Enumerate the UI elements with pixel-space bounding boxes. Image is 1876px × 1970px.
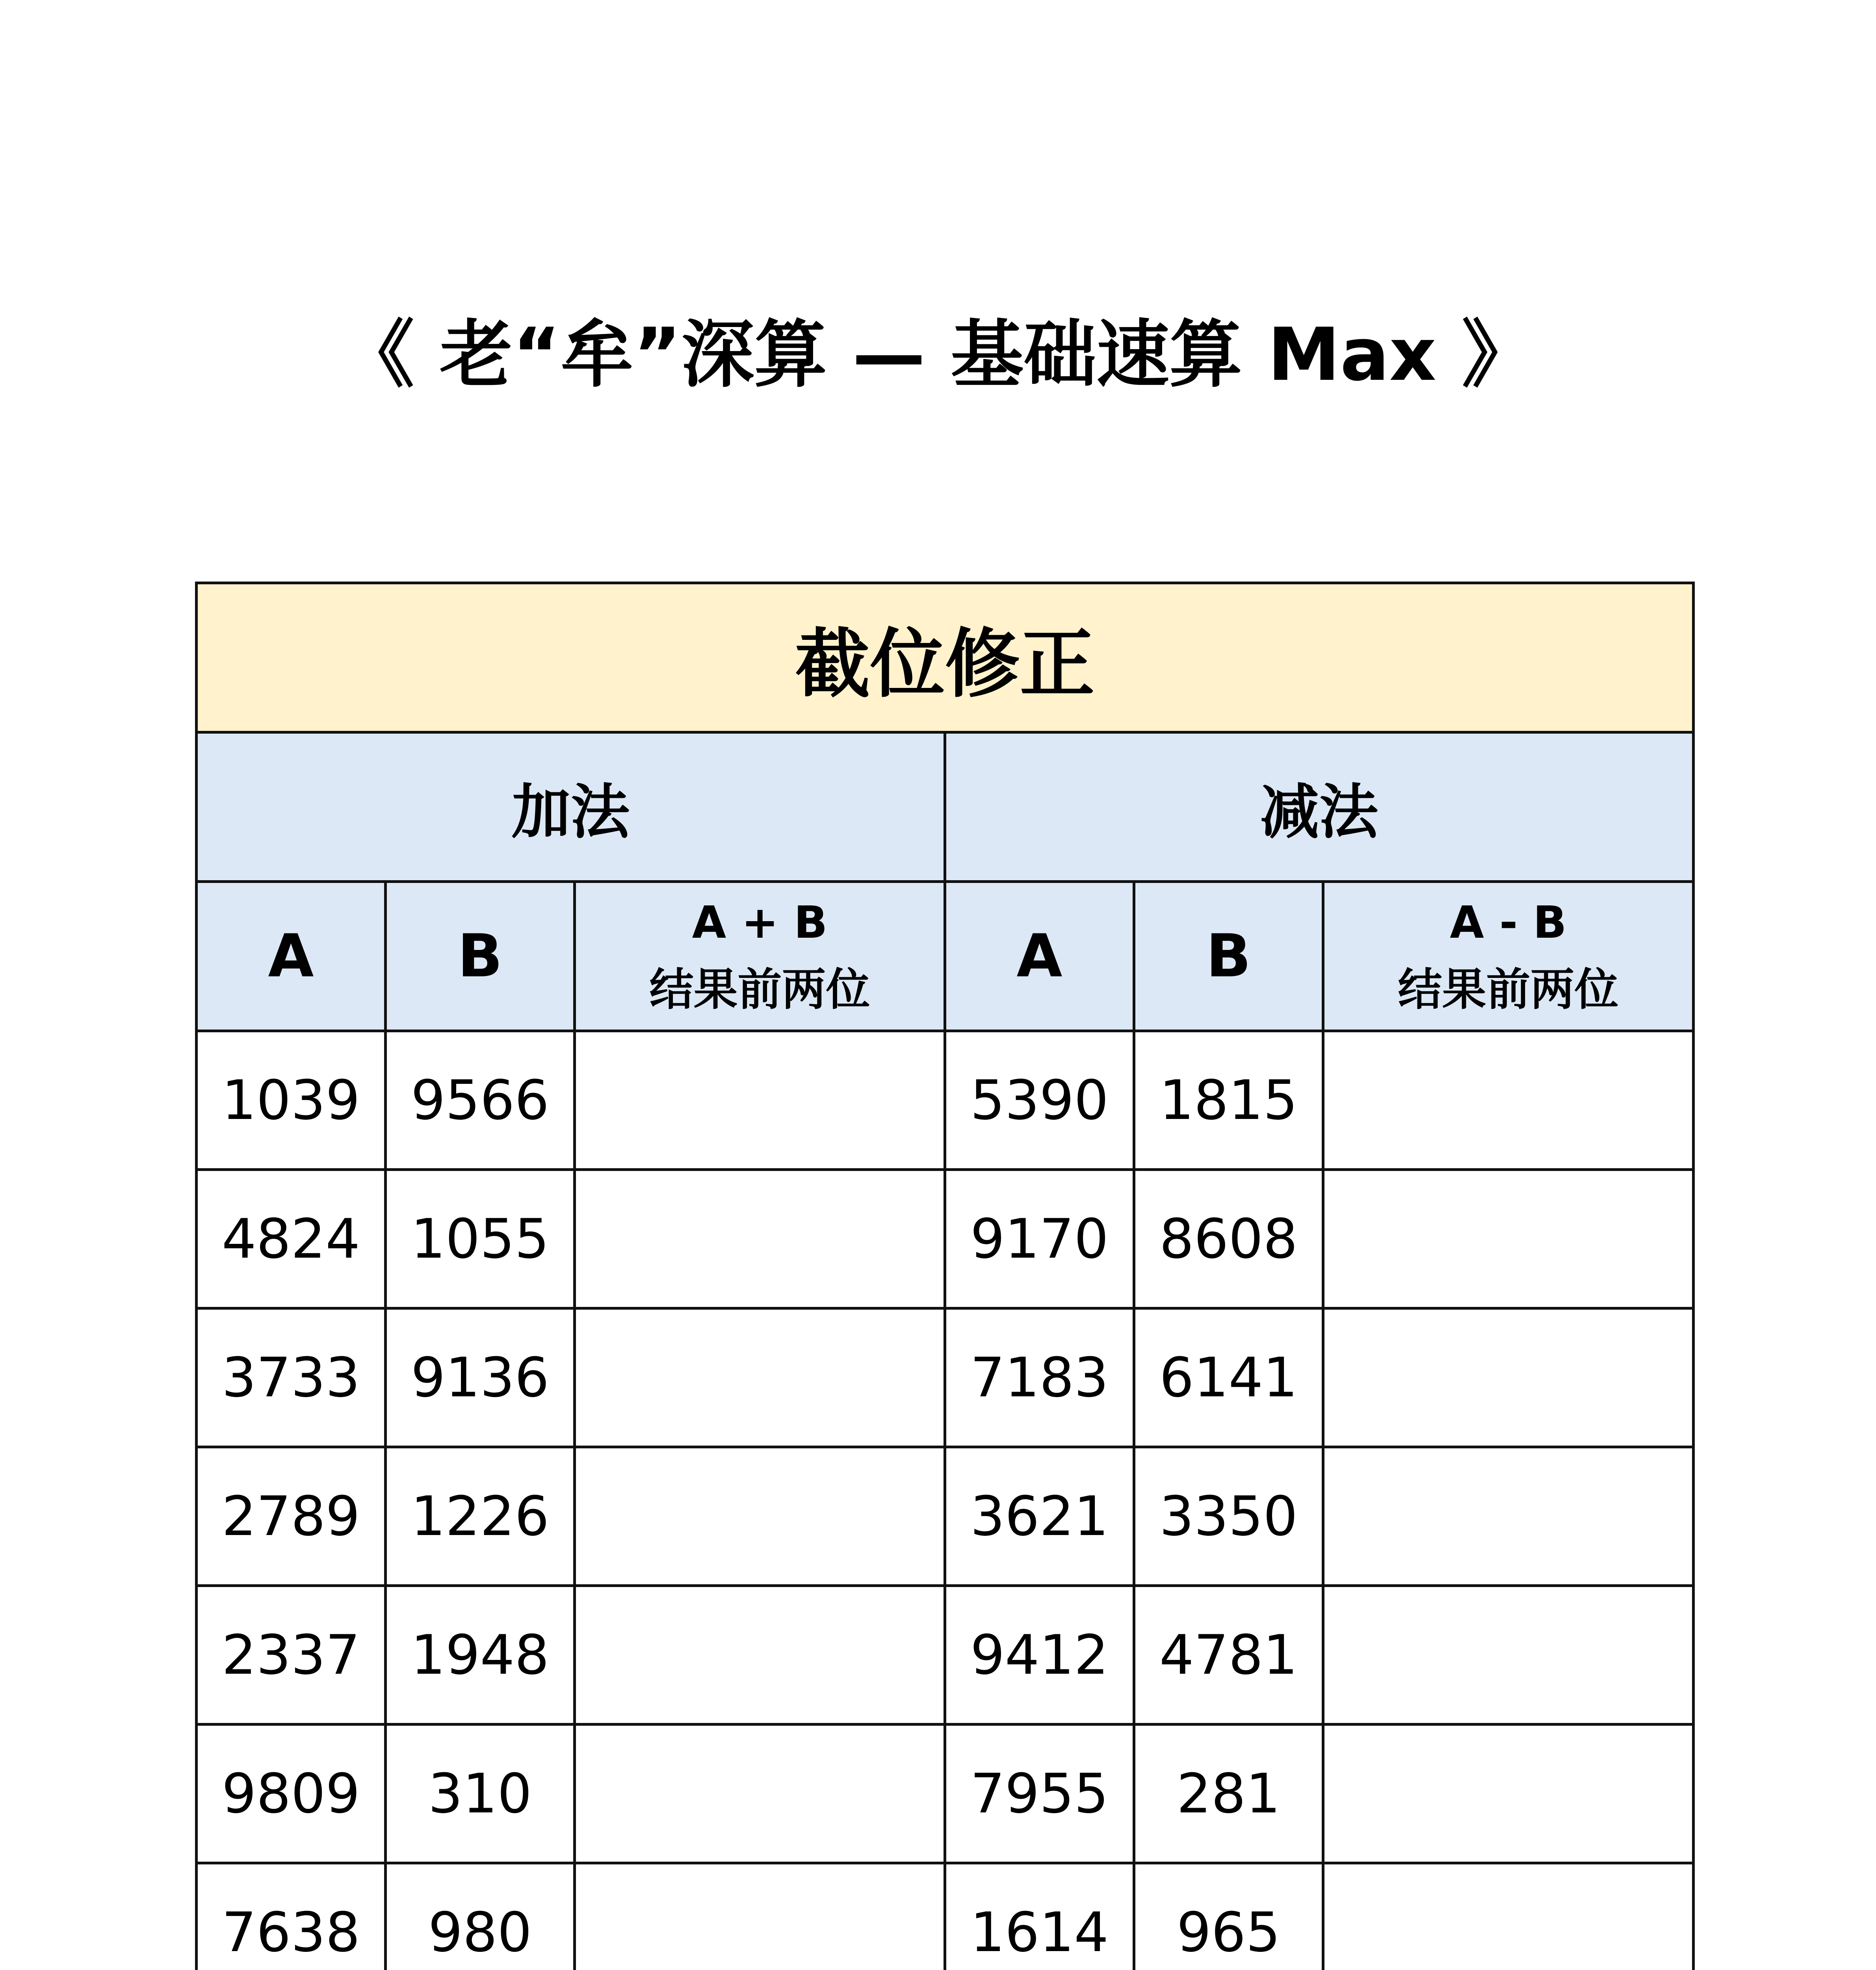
addition-a-cell: 3733 [197,1308,386,1447]
subtraction-answer-cell[interactable] [1323,1863,1694,1970]
addition-b-cell: 9566 [386,1031,575,1170]
subtraction-a-cell: 7955 [945,1725,1134,1863]
subtraction-answer-cell[interactable] [1323,1447,1694,1586]
subtraction-a-cell: 7183 [945,1308,1134,1447]
addition-col-a-header: A [197,882,386,1031]
subtraction-b-cell: 965 [1134,1863,1323,1970]
subtraction-result-header [1323,882,1694,1031]
table-row [197,1586,1694,1725]
page-title: 《 老“牟”深算 — 基础速算 Max 》 [341,312,1535,397]
subtraction-answer-cell[interactable] [1323,1031,1694,1170]
addition-b-cell: 1948 [386,1586,575,1725]
addition-b-cell: 980 [386,1863,575,1970]
addition-answer-cell[interactable] [575,1447,945,1586]
addition-a-cell: 4824 [197,1170,386,1308]
addition-header: 加法 [197,732,945,882]
addition-answer-cell[interactable] [575,1725,945,1863]
addition-a-cell: 2337 [197,1586,386,1725]
subtraction-b-cell: 8608 [1134,1170,1323,1308]
addition-result-header [575,882,945,1031]
addition-col-b-header: B [386,882,575,1031]
subtraction-a-cell: 1614 [945,1863,1134,1970]
addition-b-cell: 9136 [386,1308,575,1447]
addition-result-caption: 结果前两位 [649,964,870,1015]
table-row [197,1031,1694,1170]
addition-a-cell: 1039 [197,1031,386,1170]
addition-answer-cell[interactable] [575,1863,945,1970]
subtraction-answer-cell[interactable] [1323,1308,1694,1447]
subtraction-answer-cell[interactable] [1323,1725,1694,1863]
subtraction-a-cell: 9412 [945,1586,1134,1725]
subtraction-col-a-header: A [945,882,1134,1031]
subtraction-header: 减法 [945,732,1694,882]
subtraction-result-formula: A - B [1450,897,1567,948]
subtraction-answer-cell[interactable] [1323,1170,1694,1308]
subtraction-result-caption: 结果前两位 [1398,964,1619,1015]
subtraction-col-b-header: B [1134,882,1323,1031]
addition-answer-cell[interactable] [575,1586,945,1725]
addition-answer-cell[interactable] [575,1031,945,1170]
table-row [197,1170,1694,1308]
subtraction-a-cell: 3621 [945,1447,1134,1586]
subtraction-b-cell: 281 [1134,1725,1323,1863]
table-row [197,1447,1694,1586]
subtraction-a-cell: 9170 [945,1170,1134,1308]
addition-answer-cell[interactable] [575,1170,945,1308]
table-row [197,1725,1694,1863]
drill-table [195,582,1695,1970]
addition-b-cell: 310 [386,1725,575,1863]
addition-a-cell: 2789 [197,1447,386,1586]
subtraction-b-cell: 4781 [1134,1586,1323,1725]
subtraction-a-cell: 5390 [945,1031,1134,1170]
subtraction-b-cell: 1815 [1134,1031,1323,1170]
addition-result-formula: A + B [692,897,828,948]
section-title: 截位修正 [197,583,1694,732]
addition-b-cell: 1226 [386,1447,575,1586]
subtraction-b-cell: 6141 [1134,1308,1323,1447]
table-row [197,1863,1694,1970]
table-row [197,1308,1694,1447]
subtraction-b-cell: 3350 [1134,1447,1323,1586]
addition-b-cell: 1055 [386,1170,575,1308]
addition-a-cell: 7638 [197,1863,386,1970]
addition-a-cell: 9809 [197,1725,386,1863]
subtraction-answer-cell[interactable] [1323,1586,1694,1725]
addition-answer-cell[interactable] [575,1308,945,1447]
